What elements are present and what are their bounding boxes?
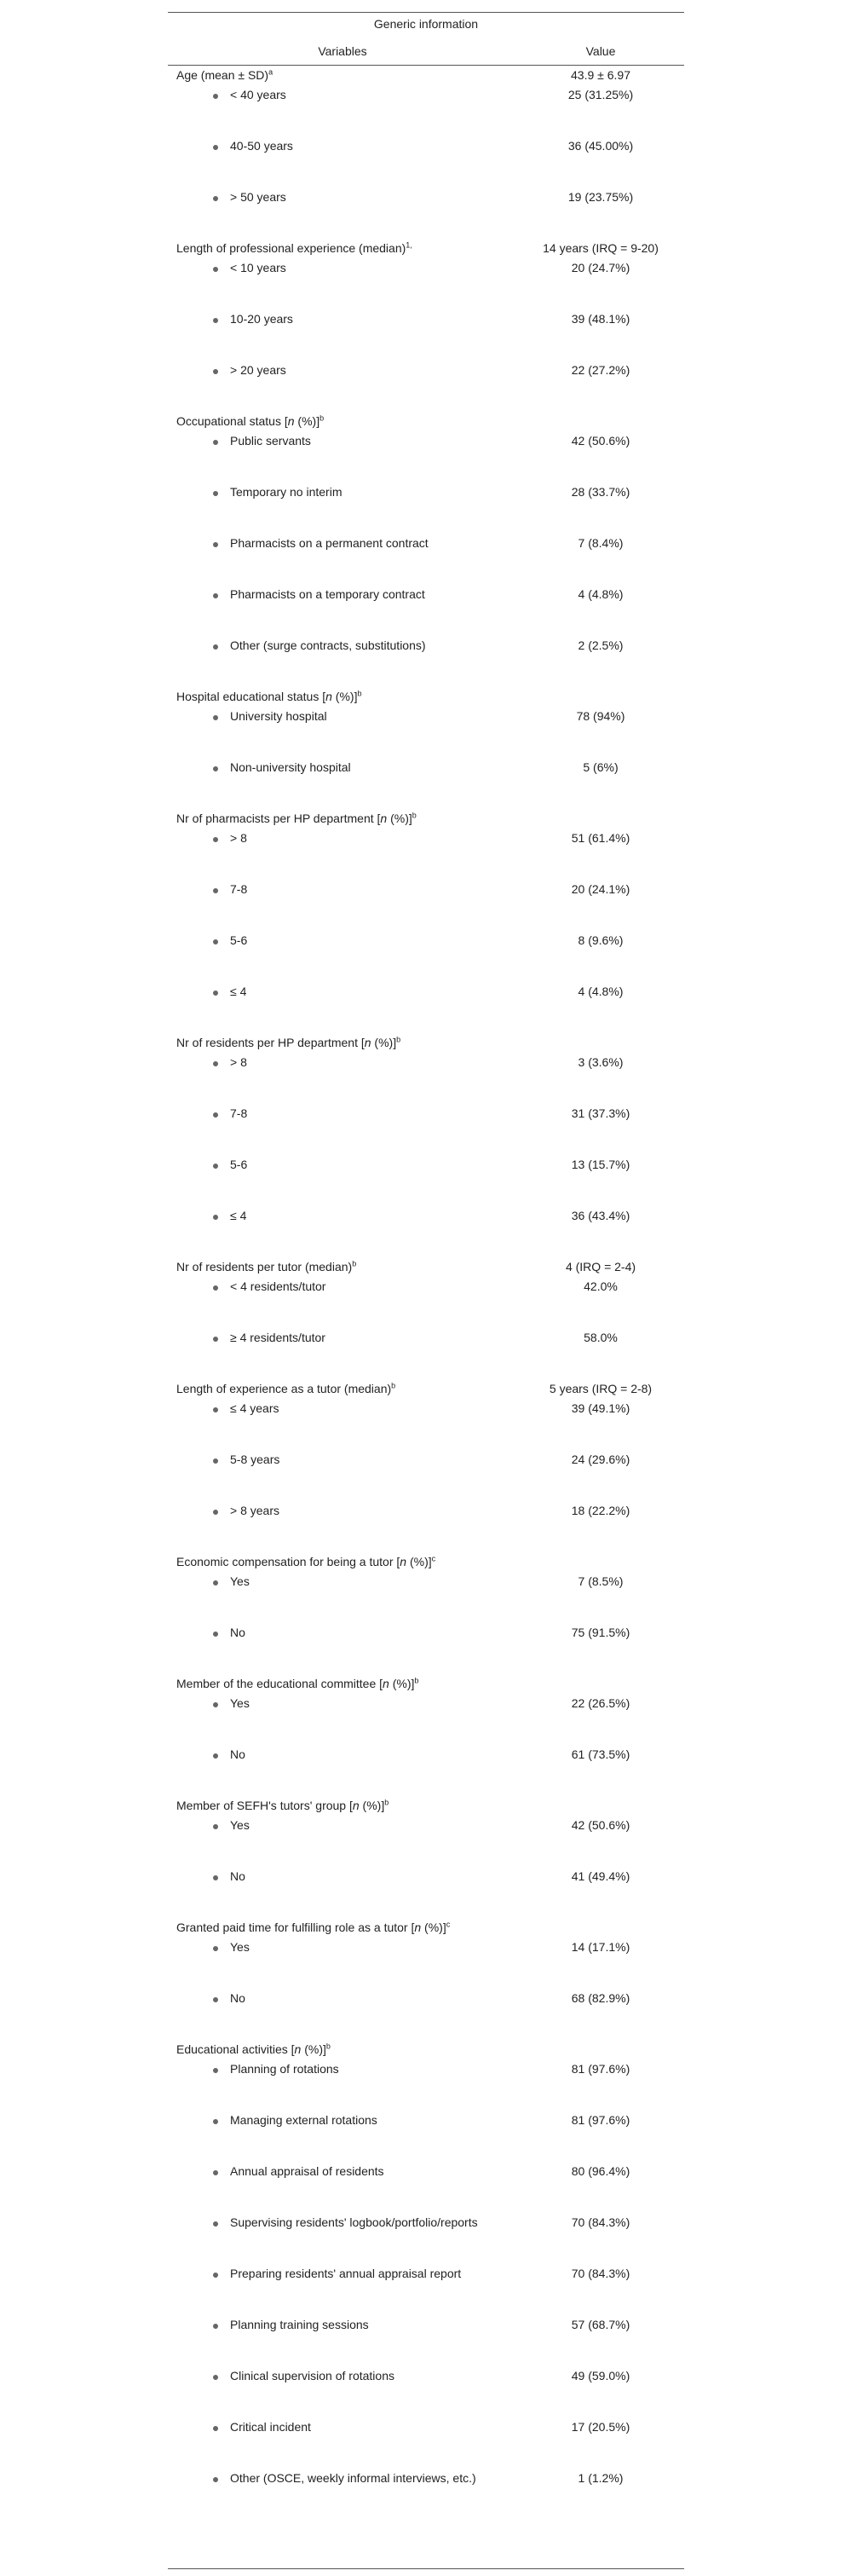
label-n: n xyxy=(383,1677,389,1690)
row-label xyxy=(176,241,517,256)
footnote-mark: b xyxy=(320,413,325,423)
label-text: < 40 years xyxy=(230,88,286,101)
row-value: 61 (73.5%) xyxy=(571,1747,630,1761)
bullet-icon xyxy=(213,2068,218,2073)
table-caption: Generic information xyxy=(373,17,479,31)
row-value: 36 (45.00%) xyxy=(567,139,634,153)
row-value: 4 (4.8%) xyxy=(578,985,624,998)
row-value: 7 (8.5%) xyxy=(578,1574,624,1588)
label-text: Granted paid time for fulfilling role as a tutor [ xyxy=(176,1920,415,1934)
label-text: No xyxy=(230,1747,245,1761)
bullet-icon xyxy=(213,196,218,201)
bullet-icon xyxy=(213,491,218,496)
row-value: 81 (97.6%) xyxy=(571,2062,630,2076)
label-text: Yes xyxy=(230,1696,250,1710)
bullet-icon xyxy=(213,2426,218,2431)
label-suffix: (%)] xyxy=(371,1036,397,1049)
row-value: 57 (68.7%) xyxy=(571,2318,630,2331)
row-value: 42 (50.6%) xyxy=(571,1818,630,1832)
row-value: 4 (IRQ = 2-4) xyxy=(565,1260,636,1274)
label-text: > 50 years xyxy=(230,190,286,204)
label-text: 7-8 xyxy=(230,1106,248,1120)
row-label xyxy=(176,811,517,826)
label-text: Nr of pharmacists per HP department [ xyxy=(176,811,381,825)
label-text: Member of the educational committee [ xyxy=(176,1677,383,1690)
bullet-icon xyxy=(213,939,218,944)
bullet-icon xyxy=(213,1997,218,2002)
footnote-mark: a xyxy=(268,67,273,77)
label-text: Other (OSCE, weekly informal interviews, etc.) xyxy=(230,2471,476,2485)
label-text: Yes xyxy=(230,1574,250,1588)
row-label xyxy=(176,1677,517,1691)
label-n: n xyxy=(325,690,332,703)
row-value: 18 (22.2%) xyxy=(571,1504,630,1517)
bullet-icon xyxy=(213,94,218,99)
label-text: No xyxy=(230,1991,245,2005)
row-value: 22 (26.5%) xyxy=(571,1696,630,1710)
row-label xyxy=(176,1920,517,1935)
label-text: No xyxy=(230,1626,245,1639)
label-n: n xyxy=(414,1920,422,1934)
label-text: No xyxy=(230,1869,245,1883)
label-text: > 20 years xyxy=(230,363,286,377)
bullet-icon xyxy=(213,1632,218,1637)
header-rule xyxy=(168,65,684,66)
label-suffix: (%)] xyxy=(406,1555,432,1568)
row-label xyxy=(176,1036,517,1050)
footnote-mark: 1, xyxy=(406,240,412,250)
bullet-icon xyxy=(213,1702,218,1707)
row-label xyxy=(230,1209,511,1223)
footnote-mark: b xyxy=(325,2042,331,2051)
label-text: Pharmacists on a temporary contract xyxy=(230,587,425,601)
label-text: Preparing residents' annual appraisal report xyxy=(230,2267,462,2280)
label-text: ≤ 4 xyxy=(230,1209,247,1222)
label-suffix: (%)] xyxy=(421,1920,446,1934)
row-value: 19 (23.75%) xyxy=(567,190,634,204)
row-value: 51 (61.4%) xyxy=(571,831,630,845)
label-text: > 8 xyxy=(230,831,247,845)
row-value: 8 (9.6%) xyxy=(578,933,624,947)
row-label xyxy=(230,1331,511,1345)
bullet-icon xyxy=(213,1580,218,1585)
label-text: Managing external rotations xyxy=(230,2113,377,2127)
row-label xyxy=(230,1574,511,1589)
label-text: > 8 xyxy=(230,1055,247,1069)
bullet-icon xyxy=(213,2375,218,2380)
row-label xyxy=(230,1279,511,1294)
label-suffix: (%)] xyxy=(389,1677,415,1690)
bullet-icon xyxy=(213,1285,218,1291)
label-suffix: (%)] xyxy=(387,811,412,825)
row-label xyxy=(230,1055,511,1070)
label-text: Non-university hospital xyxy=(230,760,351,774)
row-label xyxy=(176,1260,517,1274)
label-text: Educational activities [ xyxy=(176,2042,295,2056)
row-value: 14 years (IRQ = 9-20) xyxy=(543,241,659,255)
row-label xyxy=(230,1453,511,1467)
row-value: 70 (84.3%) xyxy=(571,2267,630,2280)
bullet-icon xyxy=(213,1215,218,1220)
row-label xyxy=(230,536,511,551)
bullet-icon xyxy=(213,644,218,650)
row-label xyxy=(230,985,511,999)
top-rule xyxy=(168,12,684,13)
label-text: Yes xyxy=(230,1940,250,1954)
row-value: 25 (31.25%) xyxy=(567,88,634,101)
bullet-icon xyxy=(213,2170,218,2175)
bullet-icon xyxy=(213,837,218,842)
label-text: Length of experience as a tutor (median) xyxy=(176,1382,392,1395)
row-label xyxy=(230,1504,511,1518)
footnote-mark: b xyxy=(352,1259,357,1268)
row-value: 20 (24.7%) xyxy=(571,261,630,274)
row-label xyxy=(230,638,511,653)
bullet-icon xyxy=(213,369,218,374)
label-n: n xyxy=(380,811,388,825)
footnote-mark: b xyxy=(384,1798,389,1807)
row-label xyxy=(230,2369,511,2383)
label-text: 40-50 years xyxy=(230,139,293,153)
label-text: ≥ 4 residents/tutor xyxy=(230,1331,325,1344)
bullet-icon xyxy=(213,715,218,720)
row-label xyxy=(230,709,511,724)
bullet-icon xyxy=(213,766,218,771)
row-label xyxy=(176,414,517,429)
generic-information-table xyxy=(168,10,684,2571)
row-label xyxy=(230,190,511,205)
row-label xyxy=(230,1747,511,1762)
row-label xyxy=(230,2471,511,2486)
bullet-icon xyxy=(213,542,218,547)
row-value: 68 (82.9%) xyxy=(571,1991,630,2005)
row-label xyxy=(230,2164,511,2179)
row-label xyxy=(230,1818,511,1833)
footnote-mark: b xyxy=(391,1381,396,1390)
bullet-icon xyxy=(213,1112,218,1118)
row-value: 14 (17.1%) xyxy=(571,1940,630,1954)
label-text: 7-8 xyxy=(230,882,248,896)
row-label xyxy=(230,1696,511,1711)
label-text: ≤ 4 years xyxy=(230,1401,279,1415)
row-value: 80 (96.4%) xyxy=(571,2164,630,2178)
label-text: Supervising residents' logbook/portfolio/reports xyxy=(230,2215,478,2229)
row-value: 39 (49.1%) xyxy=(571,1401,630,1415)
bullet-icon xyxy=(213,1164,218,1169)
label-suffix: (%)] xyxy=(331,690,358,703)
row-label xyxy=(230,1401,511,1416)
row-label xyxy=(230,2318,511,2332)
row-label xyxy=(230,88,511,102)
label-text: 5-6 xyxy=(230,933,248,947)
label-suffix: (%)] xyxy=(294,414,320,428)
bottom-rule xyxy=(168,2568,684,2569)
row-value: 70 (84.3%) xyxy=(571,2215,630,2229)
row-label xyxy=(230,1991,511,2006)
bullet-icon xyxy=(213,1458,218,1464)
footnote-mark: c xyxy=(431,1554,436,1563)
bullet-icon xyxy=(213,1510,218,1515)
row-label xyxy=(230,587,511,602)
row-value: 75 (91.5%) xyxy=(571,1626,630,1639)
label-text: Hospital educational status [ xyxy=(176,690,326,703)
row-label xyxy=(230,2062,511,2076)
label-text: Critical incident xyxy=(230,2420,311,2434)
footnote-mark: b xyxy=(414,1676,419,1685)
bullet-icon xyxy=(213,991,218,996)
label-text: Member of SEFH's tutors' group [ xyxy=(176,1799,353,1812)
bullet-icon xyxy=(213,1946,218,1951)
footnote-mark: c xyxy=(446,1920,451,1929)
row-value: 78 (94%) xyxy=(576,709,625,723)
row-label xyxy=(176,690,517,704)
label-suffix: (%)] xyxy=(301,2042,326,2056)
row-value: 5 years (IRQ = 2-8) xyxy=(549,1382,653,1395)
bullet-icon xyxy=(213,2273,218,2278)
row-label xyxy=(230,312,511,326)
row-label xyxy=(176,1555,517,1569)
row-value: 4 (4.8%) xyxy=(578,587,624,601)
row-label xyxy=(230,1869,511,1884)
label-text: Yes xyxy=(230,1818,250,1832)
row-label xyxy=(230,1626,511,1640)
label-text: Economic compensation for being a tutor [ xyxy=(176,1555,400,1568)
row-value: 24 (29.6%) xyxy=(571,1453,630,1466)
bullet-icon xyxy=(213,593,218,598)
row-value: 3 (3.6%) xyxy=(578,1055,624,1069)
label-text: < 10 years xyxy=(230,261,286,274)
bullet-icon xyxy=(213,1337,218,1342)
row-value: 58.0% xyxy=(584,1331,618,1344)
bullet-icon xyxy=(213,1753,218,1759)
row-label xyxy=(230,2420,511,2434)
row-value: 49 (59.0%) xyxy=(571,2369,630,2383)
row-value: 5 (6%) xyxy=(583,760,619,774)
bullet-icon xyxy=(213,1061,218,1066)
bullet-icon xyxy=(213,2119,218,2124)
bullet-icon xyxy=(213,1875,218,1880)
row-value: 2 (2.5%) xyxy=(578,638,624,652)
label-text: 10-20 years xyxy=(230,312,293,326)
row-label xyxy=(230,2113,511,2128)
label-n: n xyxy=(364,1036,371,1049)
row-value: 28 (33.7%) xyxy=(571,485,630,499)
bullet-icon xyxy=(213,2477,218,2482)
label-text: Public servants xyxy=(230,434,311,448)
label-text: Occupational status [ xyxy=(176,414,288,428)
row-value: 42.0% xyxy=(584,1279,618,1293)
header-variables: Variables xyxy=(318,44,367,58)
label-text: > 8 years xyxy=(230,1504,279,1517)
row-label xyxy=(176,1382,517,1396)
row-value: 31 (37.3%) xyxy=(571,1106,630,1120)
row-label xyxy=(230,1158,511,1172)
label-n: n xyxy=(294,2042,302,2056)
label-text: < 4 residents/tutor xyxy=(230,1279,326,1293)
row-label xyxy=(230,261,511,275)
bullet-icon xyxy=(213,2221,218,2227)
label-text: 5-8 years xyxy=(230,1453,280,1466)
header-value: Value xyxy=(585,44,616,58)
row-value: 36 (43.4%) xyxy=(571,1209,630,1222)
row-label xyxy=(176,1799,517,1813)
footnote-mark: b xyxy=(357,689,362,698)
bullet-icon xyxy=(213,2324,218,2329)
label-text: Nr of residents per tutor (median) xyxy=(176,1260,353,1274)
label-n: n xyxy=(400,1555,407,1568)
label-text: University hospital xyxy=(230,709,327,723)
row-label xyxy=(230,760,511,775)
label-n: n xyxy=(287,414,295,428)
label-text: Annual appraisal of residents xyxy=(230,2164,384,2178)
row-label xyxy=(230,363,511,378)
row-label xyxy=(176,68,517,83)
footnote-mark: b xyxy=(396,1035,401,1044)
row-value: 17 (20.5%) xyxy=(571,2420,630,2434)
label-text: Planning training sessions xyxy=(230,2318,369,2331)
label-text: 5-6 xyxy=(230,1158,248,1171)
row-label xyxy=(230,831,511,846)
row-label xyxy=(230,933,511,948)
row-value: 13 (15.7%) xyxy=(571,1158,630,1171)
row-value: 20 (24.1%) xyxy=(571,882,630,896)
label-text: ≤ 4 xyxy=(230,985,247,998)
row-value: 41 (49.4%) xyxy=(571,1869,630,1883)
label-text: Age (mean ± SD) xyxy=(176,68,269,82)
row-value: 1 (1.2%) xyxy=(578,2471,624,2485)
label-text: Clinical supervision of rotations xyxy=(230,2369,394,2383)
row-label xyxy=(230,882,511,897)
row-value: 39 (48.1%) xyxy=(571,312,630,326)
row-label xyxy=(230,485,511,500)
footnote-mark: b xyxy=(412,811,417,820)
bullet-icon xyxy=(213,888,218,893)
label-text: Temporary no interim xyxy=(230,485,343,499)
row-value: 7 (8.4%) xyxy=(578,536,624,550)
label-text: Pharmacists on a permanent contract xyxy=(230,536,429,550)
row-label xyxy=(230,2267,511,2281)
row-label xyxy=(230,2215,511,2230)
row-label xyxy=(230,1940,511,1955)
row-value: 42 (50.6%) xyxy=(571,434,630,448)
label-text: Nr of residents per HP department [ xyxy=(176,1036,365,1049)
bullet-icon xyxy=(213,440,218,445)
row-label xyxy=(230,434,511,448)
label-suffix: (%)] xyxy=(359,1799,385,1812)
label-text: Length of professional experience (median) xyxy=(176,241,406,255)
row-label xyxy=(230,139,511,153)
bullet-icon xyxy=(213,267,218,272)
bullet-icon xyxy=(213,1824,218,1829)
row-value: 22 (27.2%) xyxy=(571,363,630,377)
row-value: 81 (97.6%) xyxy=(571,2113,630,2127)
row-label xyxy=(230,1106,511,1121)
bullet-icon xyxy=(213,318,218,323)
row-value: 43.9 ± 6.97 xyxy=(571,68,630,82)
bullet-icon xyxy=(213,1407,218,1412)
label-n: n xyxy=(352,1799,360,1812)
bullet-icon xyxy=(213,145,218,150)
label-text: Other (surge contracts, substitutions) xyxy=(230,638,426,652)
row-label xyxy=(176,2042,517,2057)
label-text: Planning of rotations xyxy=(230,2062,339,2076)
